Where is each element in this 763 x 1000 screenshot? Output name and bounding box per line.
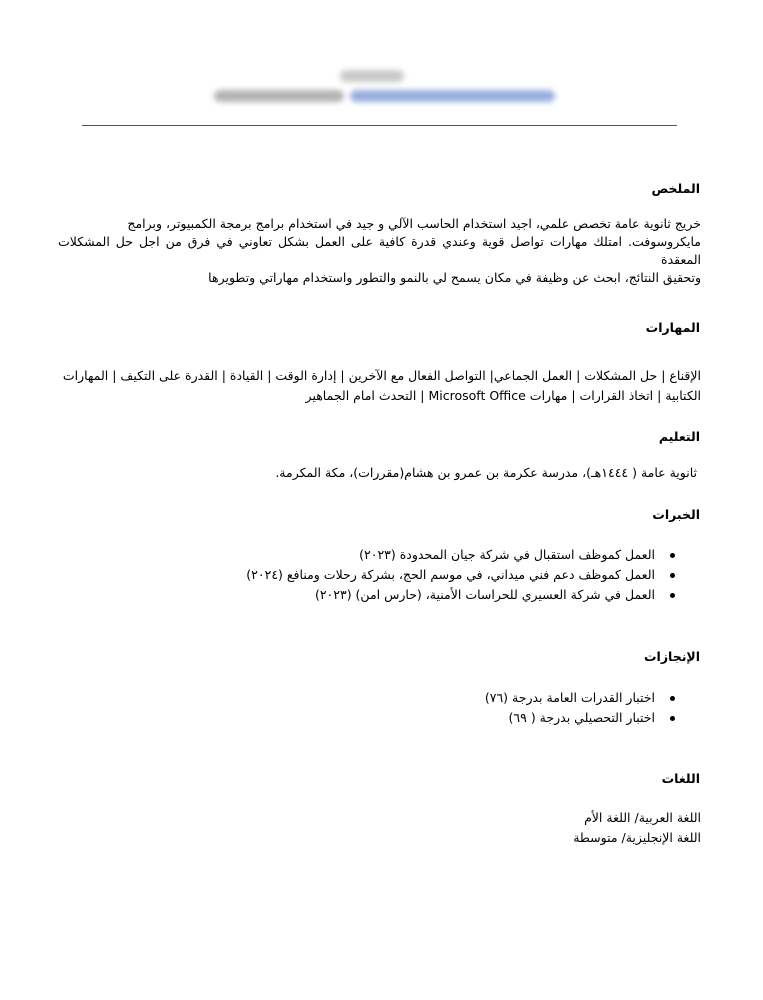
language-item: اللغة العربية/ اللغة الأم <box>584 810 701 825</box>
experience-heading: الخبرات <box>652 507 700 522</box>
skills-list <box>56 366 701 406</box>
summary-line: خريج ثانوية عامة تخصص علمي، اجيد استخدام الحاسب الآلي و جيد في استخدام برامج برمجة الكمبيوتر، وبرامج <box>127 216 701 231</box>
bullet-icon <box>670 593 675 598</box>
skills-line: الإقناع | حل المشكلات | العمل الجماعي| التواصل الفعال مع الآخرين | إدارة الوقت | القيادة | القدرة على التكيف | المهارات <box>62 368 701 383</box>
experience-item: العمل كموظف دعم فني ميداني، في موسم الحج، بشركة رحلات ومنافع (٢٠٢٤) <box>0 565 763 585</box>
experience-item: العمل في شركة العسيري للحراسات الأمنية، (حارس امن) (٢٠٢٣) <box>0 585 763 605</box>
experience-item: العمل كموظف استقبال في شركة جيان المحدودة (٢٠٢٣) <box>0 545 763 565</box>
education-heading: التعليم <box>658 429 700 444</box>
achievement-item: اختبار التحصيلي بدرجة ( ٦٩) <box>0 708 763 728</box>
skills-heading: المهارات <box>645 320 700 335</box>
achievements-heading: الإنجازات <box>643 649 700 664</box>
redacted-phone <box>214 90 344 102</box>
bullet-icon <box>670 696 675 701</box>
redacted-name <box>340 70 404 82</box>
achievements-list <box>0 688 763 728</box>
experience-list <box>0 545 763 605</box>
bullet-icon <box>670 553 675 558</box>
language-item: اللغة الإنجليزية/ متوسطة <box>573 830 701 845</box>
summary-line: وتحقيق النتائج، ابحث عن وظيفة في مكان يسمح لي بالنمو والتطور واستخدام مهاراتي وتطويرها <box>208 270 701 285</box>
achievement-item: اختبار القدرات العامة بدرجة (٧٦) <box>0 688 763 708</box>
summary-heading: الملخص <box>651 181 700 196</box>
redacted-email <box>350 90 555 102</box>
summary-paragraph <box>58 215 701 287</box>
header-divider <box>82 125 677 126</box>
skills-line: الكتابية | اتخاذ القرارات | مهارات Microsoft Office | التحدث امام الجماهير <box>305 388 701 403</box>
contact-header <box>0 68 763 112</box>
languages-heading: اللغات <box>661 771 700 786</box>
bullet-icon <box>670 573 675 578</box>
education-entry: ثانوية عامة ( ١٤٤٤هـ)، مدرسة عكرمة بن عمرو بن هشام(مقررات)، مكة المكرمة. <box>275 465 697 480</box>
bullet-icon <box>670 716 675 721</box>
summary-line: مايكروسوفت. امتلك مهارات تواصل قوية وعندي قدرة كافية على العمل بشكل تعاوني في فرق من اجل حل المشكلات المعقدة <box>58 234 701 267</box>
